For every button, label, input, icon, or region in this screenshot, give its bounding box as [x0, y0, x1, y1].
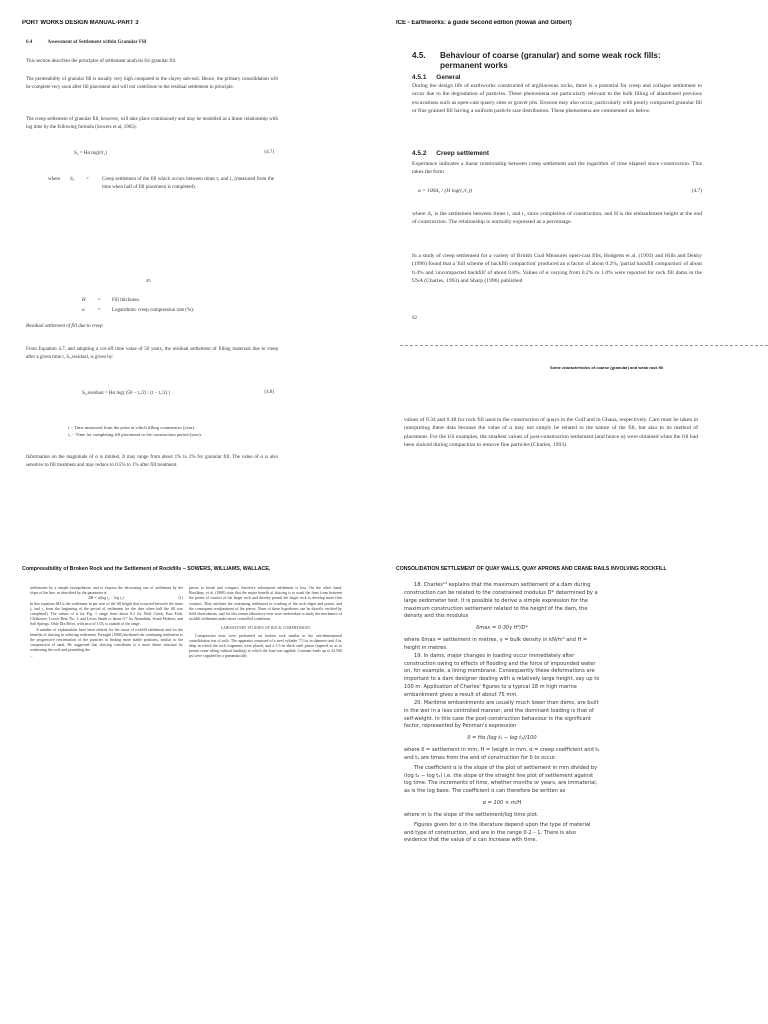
paragraph: A number of explanations have been offered for the cause of rockfill settlement and for the benefits of sluicing in reducing settlement. Terzaghi (1960) attributed the continuing settlement to the progressive reorientation of the particles in finding more stable positions, similar to the compression of sand. He suggested that sluicing contributes to a more dense structure by weakening the rock and permitting the — [30, 627, 183, 653]
page-header: CONSOLIDATION SETTLEMENT OF QUAY WALLS, QUAY APRONS AND CRANE RAILS INVOLVING ROCKFILL — [396, 566, 667, 572]
equation-text: S꜀,residual = Hα log( (50 − t꜀/2) / (t − t꜀/2) ) — [82, 391, 171, 396]
equation-text: S꜀ = Hα log(t/t₁) — [74, 151, 107, 156]
panel-compressibility — [22, 566, 346, 686]
equation-text: α = 100Δ₁ / (H log(t₂/t₁)) — [418, 188, 473, 194]
page-header: PORT WORKS DESIGN MANUAL-PART 3 — [22, 20, 139, 26]
equation-text: ΔH = α(log t₂ − log t₁). — [88, 596, 125, 601]
paragraph: pieces to break and compact; therefore subsequent settlement is less. On the other hand, Boothbay, et al. (1960) state that the major benefit of sluicing is to wash the fines from between the points of contact of the larger rock and thereby permit the larger rock to develop more firm contacts. They attribute the continuing settlement to crushing of the rock edges and points, and the consequent readjustment of the pieces. None of these hypotheses can be directly verified by field observations, and for this reason laboratory tests were undertaken to study the mechanics of rockfill settlement under more controlled conditions. — [189, 586, 342, 622]
equation-penman: δ = Hα (log t₂ − log t₁)/100 — [467, 735, 537, 742]
symbol-alpha: α — [82, 308, 85, 313]
subsection-heading — [412, 74, 461, 81]
paragraph: Experience indicates a linear relationship between creep settlement and the logarithm of time elapsed since construction. This takes the form — [412, 161, 702, 176]
section-title: Behaviour of coarse (granular) and some weak rock fills: permanent works — [440, 51, 661, 70]
where-label: where — [48, 177, 61, 182]
page-header: Compressibility of Broken Rock and the Settlement of Rockfills – SOWERS, WILLIAMS, WALLACE, — [22, 566, 271, 572]
equation-4-8 — [82, 390, 274, 396]
page-separator — [400, 345, 768, 346]
paragraph-18: 18. Charles¹³ explains that the maximum settlement of a dam during construction can be related to the constrained modulus D* determined by a large oedometer test. It is possible to derive a simple expression for the maximum construction settlement related to the height of the dam, the density and this modulus — [404, 582, 598, 620]
subheading: LABORATORY STUDIES OF ROCK COMPRESSION — [220, 626, 311, 631]
equation-number: (4.8) — [264, 390, 274, 395]
paragraph: This section describes the principles of settlement analysis for granular fill. — [26, 59, 177, 64]
paragraph: The permeability of granular fill is usually very high compared to the clayey sub-soil. Hence, the primary consolidation will be complete very soon after fill placement and will not contribute to the residual settlement in principle. — [26, 77, 278, 90]
paragraph: Information on the magnitude of α is limited. It may range from about 1% to 2% for granular fill. The value of α is also sensitive to fill treatment and may reduce to 0.5% to 1% after fill treatment. — [26, 455, 278, 468]
equation-4-7 — [418, 188, 702, 194]
equals: = — [86, 177, 89, 182]
paragraph: During the design life of earthworks constructed of argillaceous rocks, there is a potential for creep and collapse settlement to occur due to the degradation of particles. These phenomena are particularly relevant to the bulk filling of abandoned previous excavations such as open-cast quarry sites or gravel pits. Erosion may also occur, particularly with poorly compacted granular fill or fine grained fill having a uniform particle size distribution. These phenomena are commented on below. — [412, 83, 702, 114]
subsection-heading — [412, 150, 489, 157]
equation-number: (4.7) — [691, 188, 702, 194]
caption: Residual settlement of fill due to creep — [26, 324, 103, 329]
paragraph: where m is the slope of the settlement/log time plot. — [404, 811, 539, 818]
paragraph: Compression tests were performed on broken rock similar to the one-dimensional consolidation test of soils. The apparatus consisted of a steel cylinder 7.5 in. in diameter and 4 in. deep in which the rock fragments were placed, and a 1.5-in.-thick steel piston (tapered so as to permit some tilting without binding) to which the load was applied. Constant loads up to 32,500 psf were supplied by a pneumatically — [189, 633, 342, 659]
column-right — [189, 586, 342, 660]
definition-tc: t꜀ − Time for completing fill placement or the construction period (year). — [68, 432, 202, 438]
running-header: Some characteristics of coarse (granular) and weak rock fill — [550, 365, 664, 370]
equation-dmax: δmax = 0·30γ H²/D* — [476, 625, 528, 632]
paragraph: In a study of creep settlement for a variety of British Coal Measures open-cast fills, Hodgetts et al. (1993) and Hills and Denby (1996) found that a 'full scheme of backfill compaction' produced an α factor of about 0.2%, 'partial backfill compaction' of about 0.4% and 'uncompacted backfill' of about 0.8%. Values of α varying from 0.2% to 1.0% were reported for rock fill dams in the USA (Charles, 1993) and Sharp (1996) published — [412, 253, 702, 284]
paragraph: The creep settlement of granular fill, however, will take place continuously and may be modelled as a linear relationship with log time by the following formula (Sowers et al, 1965): — [26, 117, 278, 130]
page-header: ICE - Earthworks: a guide Second edition (Nowak and Gilbert) — [396, 20, 572, 26]
paragraph: values of 0.34 and 0.48 for rock fill used in the construction of quays in the Gulf and in Ghana, respectively. Care must be taken in interpreting these data because the value of α may not simply be related to the nature of the fill, but also to its method of placement. For the US examples, the smallest values of post-construction settlement (and hence α) were obtained when the fill had been sluiced during compaction to remove fine particles (Charles, 1993). — [404, 417, 698, 448]
section-heading — [26, 40, 146, 45]
body-text — [404, 582, 600, 845]
section-title: Assessment of Settlement within Granular Fill — [47, 40, 147, 45]
where-block-2 — [48, 424, 278, 438]
paragraph: The coefficient α is the slope of the plot of settlement in mm divided by (log t₂ − log t₁) i.e. the slope of the straight line plot of settlement against log time. The increments of time, whether months or years, are immaterial, as is the log base. The coefficient α can therefore be written as — [404, 764, 598, 795]
definition-text: Creep settlement of the fill which occurs between times t₁ and t₂ (measured from the time when half of fill placement is completed). — [102, 177, 274, 190]
paragraph-19: 19. In dams, major changes in loading occur immediately after construction owing to effects of flooding and the force of impounded water on, for example, a lining membrane. Consequently these deformations are important to a dam designer dealing with a relatively large height, say up to 100 m. Application of Charles' figures to a typical 18 m high marine embankment gives a result of about 75 mm. — [404, 652, 600, 698]
definition-alpha: Logarithmic creep compression rate (%). — [112, 308, 195, 313]
section-heading — [412, 51, 702, 70]
paragraph: where Δ₁ is the settlement between times t₁ and t₂ since completion of construction, and H is the embankment height at the end of construction. The relationship is normally expressed as a percentage. — [412, 211, 702, 226]
ellipsis: ... — [30, 653, 33, 658]
definition-h: Fill thickness. — [112, 298, 141, 303]
symbol: S꜀ — [70, 177, 75, 182]
panel-ice-earthworks — [396, 20, 708, 480]
paragraph: where δmax = settlement in metres, γ = bulk density in kN/m³ and H = height in metres. — [404, 637, 588, 651]
two-column-text — [30, 586, 342, 660]
paragraph-20: 20. Maritime embankments are usually much lower than dams, are built in the wet in a less controlled manner, and the dominant loading is that of self-weight. In this case the post-construction behaviour is the significant factor, represented by Penman's expression — [404, 699, 599, 730]
equation-alpha: α = 100 × m/H — [482, 800, 522, 807]
subsection-title: Creep settlement — [436, 150, 490, 157]
page-number: 62 — [412, 316, 417, 321]
subsection-title: General — [436, 74, 461, 81]
definition-t: t − Time measured from the point at which filling commences (year). — [68, 425, 196, 430]
paragraph: settlements by a simple extrapolation, and to express the decreasing rate of settlement by the slope of the line, as described by the parameter α: — [30, 586, 183, 596]
paragraph: Figures given for α in the literature depend upon the type of material and type of construction, and are in the range 0·2 – 1. There is also evidence that the value of α can increase with time. — [404, 821, 591, 844]
section-number: 4.5. — [412, 51, 426, 60]
symbol-h: H — [82, 298, 86, 303]
column-left — [30, 586, 183, 660]
subsection-number: 4.5.1 — [412, 74, 427, 81]
section-number: 6.4 — [26, 40, 33, 45]
panel-port-works — [22, 20, 284, 490]
definitions: H = Fill thickness. α = Logarithmic creep compression rate (%). — [82, 296, 282, 316]
paragraph: From Equation 4.7, and adopting a cut-off time value of 50 years, the residual settlement of filling materials due to creep after a given time t, S꜀,residual, is given by: — [26, 347, 278, 360]
equation-4-7 — [74, 150, 274, 156]
equation-1 — [30, 596, 183, 601]
paragraph: where δ = settlement in mm, H = height in mm, α = creep coefficient and t₂ and t₁ are times from the end of construction for δ to occur. — [404, 747, 600, 761]
equation-number: (1) — [178, 596, 183, 601]
equation-number: (4.7) — [264, 150, 274, 155]
paragraph: In this equation ΔH is the settlement in per cent of the fill height that occurred between the times t₁ and t₂ from the beginning of the period of settlement (or the date when half the fill was completed). The values of α for Fig. 1 range from about 0.2 for Wolf Creek, East Fork, Chilhowee, Lower Bear No. 1, and Lewis Smith to about 0.7 for Nantahala, South Holston, and Salt Springs. Only Dix River, with an α of 1.03, is outside of the range. — [30, 601, 183, 627]
page-number: 45 — [146, 278, 151, 283]
panel-quay-walls — [396, 566, 762, 1018]
subsection-number: 4.5.2 — [412, 150, 427, 157]
